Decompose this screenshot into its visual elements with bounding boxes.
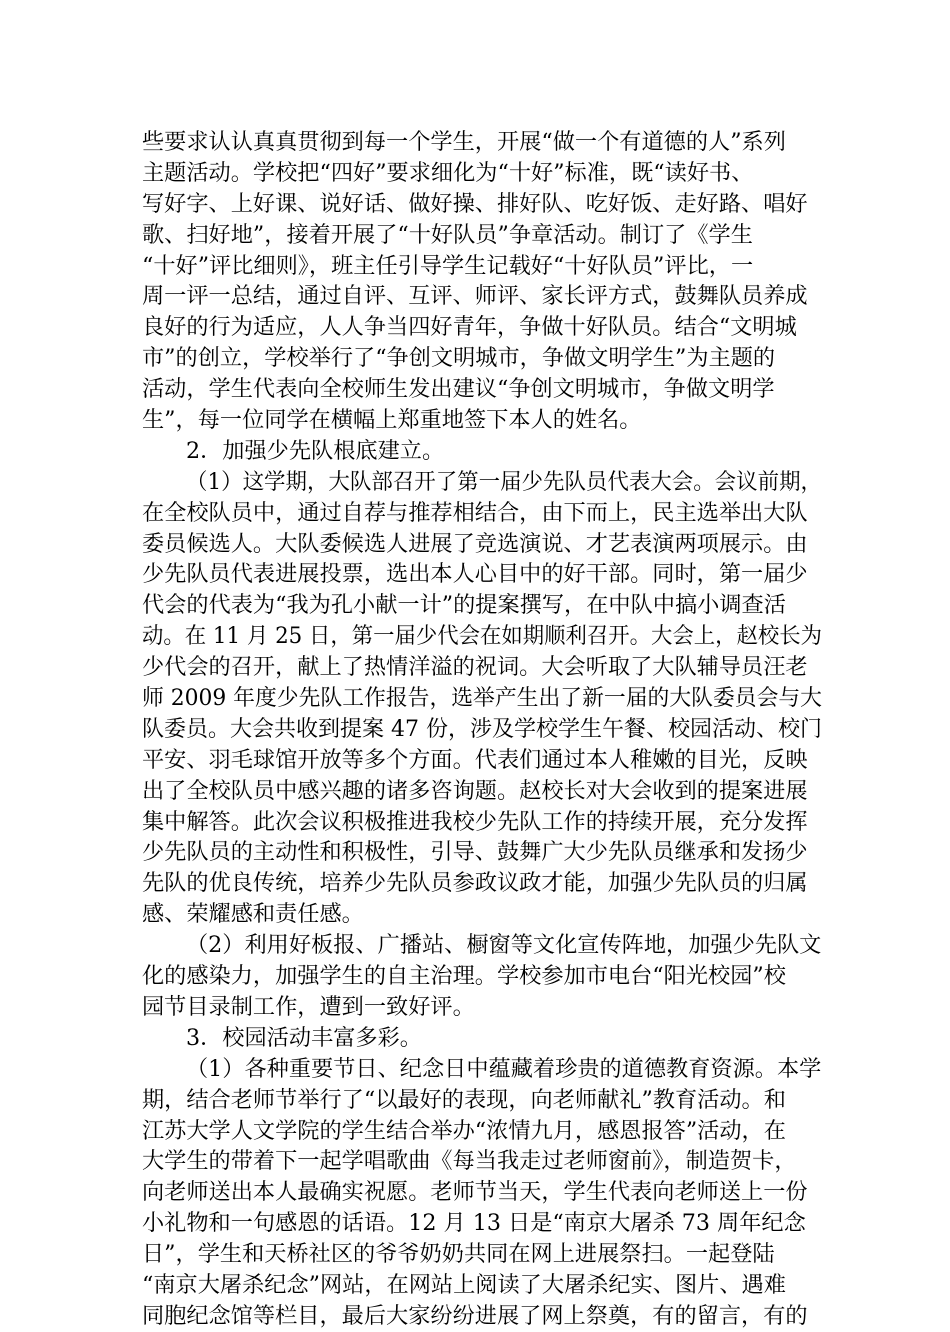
text-line: 平安、羽毛球馆开放等多个方面。代表们通过本人稚嫩的目光，反映 <box>142 746 808 773</box>
text-line: 少先队员代表进展投票，选出本人心目中的好干部。同时，第一届少 <box>142 561 808 588</box>
text-line: 大学生的带着下一起学唱歌曲《每当我走过老师窗前》，制造贺卡， <box>142 1148 797 1175</box>
text-line: “十好”评比细则》，班主任引导学生记载好“十好队员”评比，一 <box>142 252 754 279</box>
text-line: （2）利用好板报、广播站、橱窗等文化宣传阵地，加强少先队文 <box>186 932 822 959</box>
text-line: 小礼物和一句感恩的话语。12 月 13 日是“南京大屠杀 73 周年纪念 <box>142 1210 806 1237</box>
text-line: 动。在 11 月 25 日，第一届少代会在如期顺利召开。大会上，赵校长为 <box>142 623 823 650</box>
text-line: 委员候选人。大队委候选人进展了竞选演说、才艺表演两项展示。由 <box>142 530 808 557</box>
text-line: 歌、扫好地”，接着开展了“十好队员”争章活动。制订了《学生 <box>142 221 753 248</box>
text-line: （1）各种重要节日、纪念日中蕴藏着珍贵的道德教育资源。本学 <box>186 1055 822 1082</box>
section-heading: 2．加强少先队根底建立。 <box>186 437 445 464</box>
text-line: 日”，学生和天桥社区的爷爷奶奶共同在网上进展祭扫。一起登陆 <box>142 1241 775 1268</box>
text-line: 化的感染力，加强学生的自主治理。学校参加市电台“阳光校园”校 <box>142 963 786 990</box>
text-line: 在全校队员中，通过自荐与推荐相结合，由下而上，民主选举出大队 <box>142 499 808 526</box>
text-line: “南京大屠杀纪念”网站，在网站上阅读了大屠杀纪实、图片、遇难 <box>142 1271 786 1298</box>
text-line: 少代会的召开，献上了热情洋溢的祝词。大会听取了大队辅导员汪老 <box>142 654 808 681</box>
text-line: 写好字、上好课、说好话、做好操、排好队、吃好饭、走好路、唱好 <box>142 190 808 217</box>
text-line: 同胞纪念馆等栏目，最后大家纷纷进展了网上祭奠，有的留言，有的 <box>142 1302 808 1329</box>
text-line: 队委员。大会共收到提案 47 份，涉及学校学生午餐、校园活动、校门 <box>142 715 823 742</box>
document-body <box>142 127 822 1332</box>
text-line: 些要求认认真真贯彻到每一个学生，开展“做一个有道德的人”系列 <box>142 129 786 155</box>
text-line: 代会的代表为“我为孔小献一计”的提案撰写，在中队中搞小调查活 <box>142 592 786 619</box>
text-line: 江苏大学人文学院的学生结合举办“浓情九月，感恩报答”活动，在 <box>142 1117 786 1144</box>
text-line: 感、荣耀感和责任感。 <box>142 901 364 928</box>
text-line: 少先队员的主动性和积极性，引导、鼓舞广大少先队员继承和发扬少 <box>142 839 808 866</box>
text-line: 集中解答。此次会议积极推进我校少先队工作的持续开展，充分发挥 <box>142 808 808 835</box>
text-line: 师 2009 年度少先队工作报告，选举产生出了新一届的大队委员会与大 <box>142 685 822 712</box>
text-line: 市”的创立，学校举行了“争创文明城市，争做文明学生”为主题的 <box>142 345 776 372</box>
text-line: （1）这学期，大队部召开了第一届少先队员代表大会。会议前期， <box>186 468 822 495</box>
text-line: 园节目录制工作，遭到一致好评。 <box>142 993 475 1020</box>
section-heading: 3．校园活动丰富多彩。 <box>186 1024 422 1051</box>
text-line: 向老师送出本人最确实祝愿。老师节当天，学生代表向老师送上一份 <box>142 1179 808 1206</box>
text-line: 先队的优良传统，培养少先队员参政议政才能，加强少先队员的归属 <box>142 870 808 897</box>
text-line: 良好的行为适应，人人争当四好青年，争做十好队员。结合“文明城 <box>142 314 797 341</box>
text-line: 出了全校队员中感兴趣的诸多咨询题。赵校长对大会收到的提案进展 <box>142 777 808 804</box>
text-line: 生”，每一位同学在横幅上郑重地签下本人的姓名。 <box>142 407 642 434</box>
text-line: 周一评一总结，通过自评、互评、师评、家长评方式，鼓舞队员养成 <box>142 283 808 310</box>
text-line: 主题活动。学校把“四好”要求细化为“十好”标准，既“读好书、 <box>142 159 754 186</box>
text-line: 期，结合老师节举行了“以最好的表现，向老师献礼”教育活动。和 <box>142 1086 786 1113</box>
text-line: 活动，学生代表向全校师生发出建议“争创文明城市，争做文明学 <box>142 376 775 403</box>
